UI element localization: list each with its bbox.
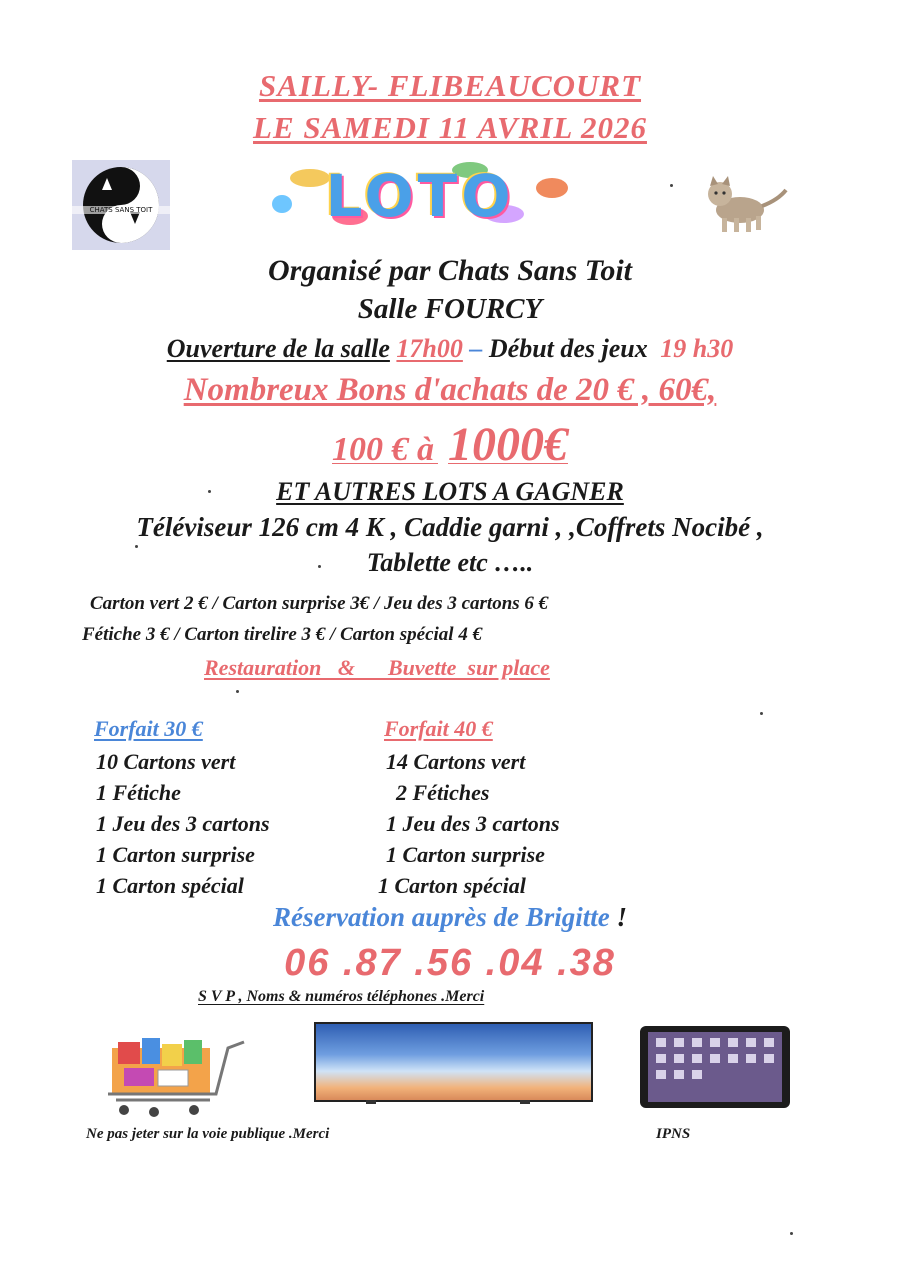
phone-number: 06 .87 .56 .04 .38 (284, 942, 616, 984)
start-time: 19 h30 (660, 334, 734, 363)
package-30-item: 1 Carton surprise (96, 842, 255, 867)
package-40-items (378, 746, 684, 901)
package-30-items (94, 746, 394, 901)
package-40-item: 1 Carton surprise (386, 842, 545, 867)
food-drinks-line: Restauration & Buvette sur place (204, 655, 550, 680)
vouchers-big: 1000€ (448, 418, 568, 471)
cat-silhouette-icon (72, 160, 170, 250)
reservation-note: S V P , Noms & numéros téléphones .Merci (198, 988, 485, 1005)
tablet-image (640, 1026, 790, 1108)
package-30-item: 10 Cartons vert (96, 749, 236, 774)
vouchers-amounts (0, 420, 900, 470)
other-prizes-line1: Téléviseur 126 cm 4 K , Caddie garni , ,Coffrets Nocibé , (136, 512, 764, 542)
shopping-cart-image (98, 1030, 248, 1120)
package-30 (94, 716, 394, 901)
vouchers-line: Nombreux Bons d'achats de 20 € , 60€, (183, 372, 717, 408)
organizer-line: Organisé par Chats Sans Toit (267, 254, 632, 287)
kitten-image (700, 172, 790, 234)
tv-foot-left (366, 1100, 376, 1104)
package-40-item: 1 Carton spécial (378, 873, 526, 898)
opening-time: 17h00 (396, 334, 463, 363)
shopping-cart-icon (98, 1030, 248, 1120)
package-40-title: Forfait 40 € (384, 716, 493, 741)
tablet-icon (640, 1026, 790, 1108)
kitten-icon (700, 172, 790, 234)
schedule-line (0, 334, 900, 364)
package-40-item: 1 Jeu des 3 cartons (386, 811, 560, 836)
footer-ipns: IPNS (656, 1126, 691, 1142)
chats-sans-toit-logo (72, 160, 170, 250)
schedule-dash: – (469, 334, 483, 363)
other-prizes-title: ET AUTRES LOTS A GAGNER (276, 477, 624, 506)
package-30-title: Forfait 30 € (94, 716, 203, 741)
package-30-item: 1 Fétiche (96, 780, 181, 805)
start-label: Début des jeux (488, 334, 648, 363)
event-date: LE SAMEDI 11 AVRIL 2026 (253, 110, 647, 145)
package-40-item: 14 Cartons vert (386, 749, 526, 774)
pricing-line2: Fétiche 3 € / Carton tirelire 3 € / Carton spécial 4 € (82, 624, 483, 645)
loto-graphic (270, 158, 570, 230)
other-prizes-line2: Tablette etc ….. (366, 548, 534, 577)
opening-label: Ouverture de la salle (166, 334, 390, 363)
vouchers-small: 100 € à (332, 431, 434, 468)
package-30-item: 1 Jeu des 3 cartons (96, 811, 270, 836)
television-image (314, 1022, 593, 1102)
footer-left-note: Ne pas jeter sur la voie publique .Merci (86, 1126, 330, 1142)
package-40 (378, 716, 684, 901)
tv-foot-right (520, 1100, 530, 1104)
reservation-exclaim: ! (616, 902, 627, 932)
package-40-item: 2 Fétiches (396, 780, 490, 805)
town-title: SAILLY- FLIBEAUCOURT (258, 68, 642, 103)
package-30-item: 1 Carton spécial (96, 873, 244, 898)
reservation-label: Réservation auprès de Brigitte (272, 902, 610, 932)
venue-line: Salle FOURCY (357, 293, 543, 325)
pricing-line1: Carton vert 2 € / Carton surprise 3€ / Jeu des 3 cartons 6 € (90, 593, 549, 614)
loto-word: LOTO (325, 162, 515, 230)
logo-label: CHATS SANS TOIT (72, 206, 170, 214)
reservation-line (0, 902, 900, 933)
